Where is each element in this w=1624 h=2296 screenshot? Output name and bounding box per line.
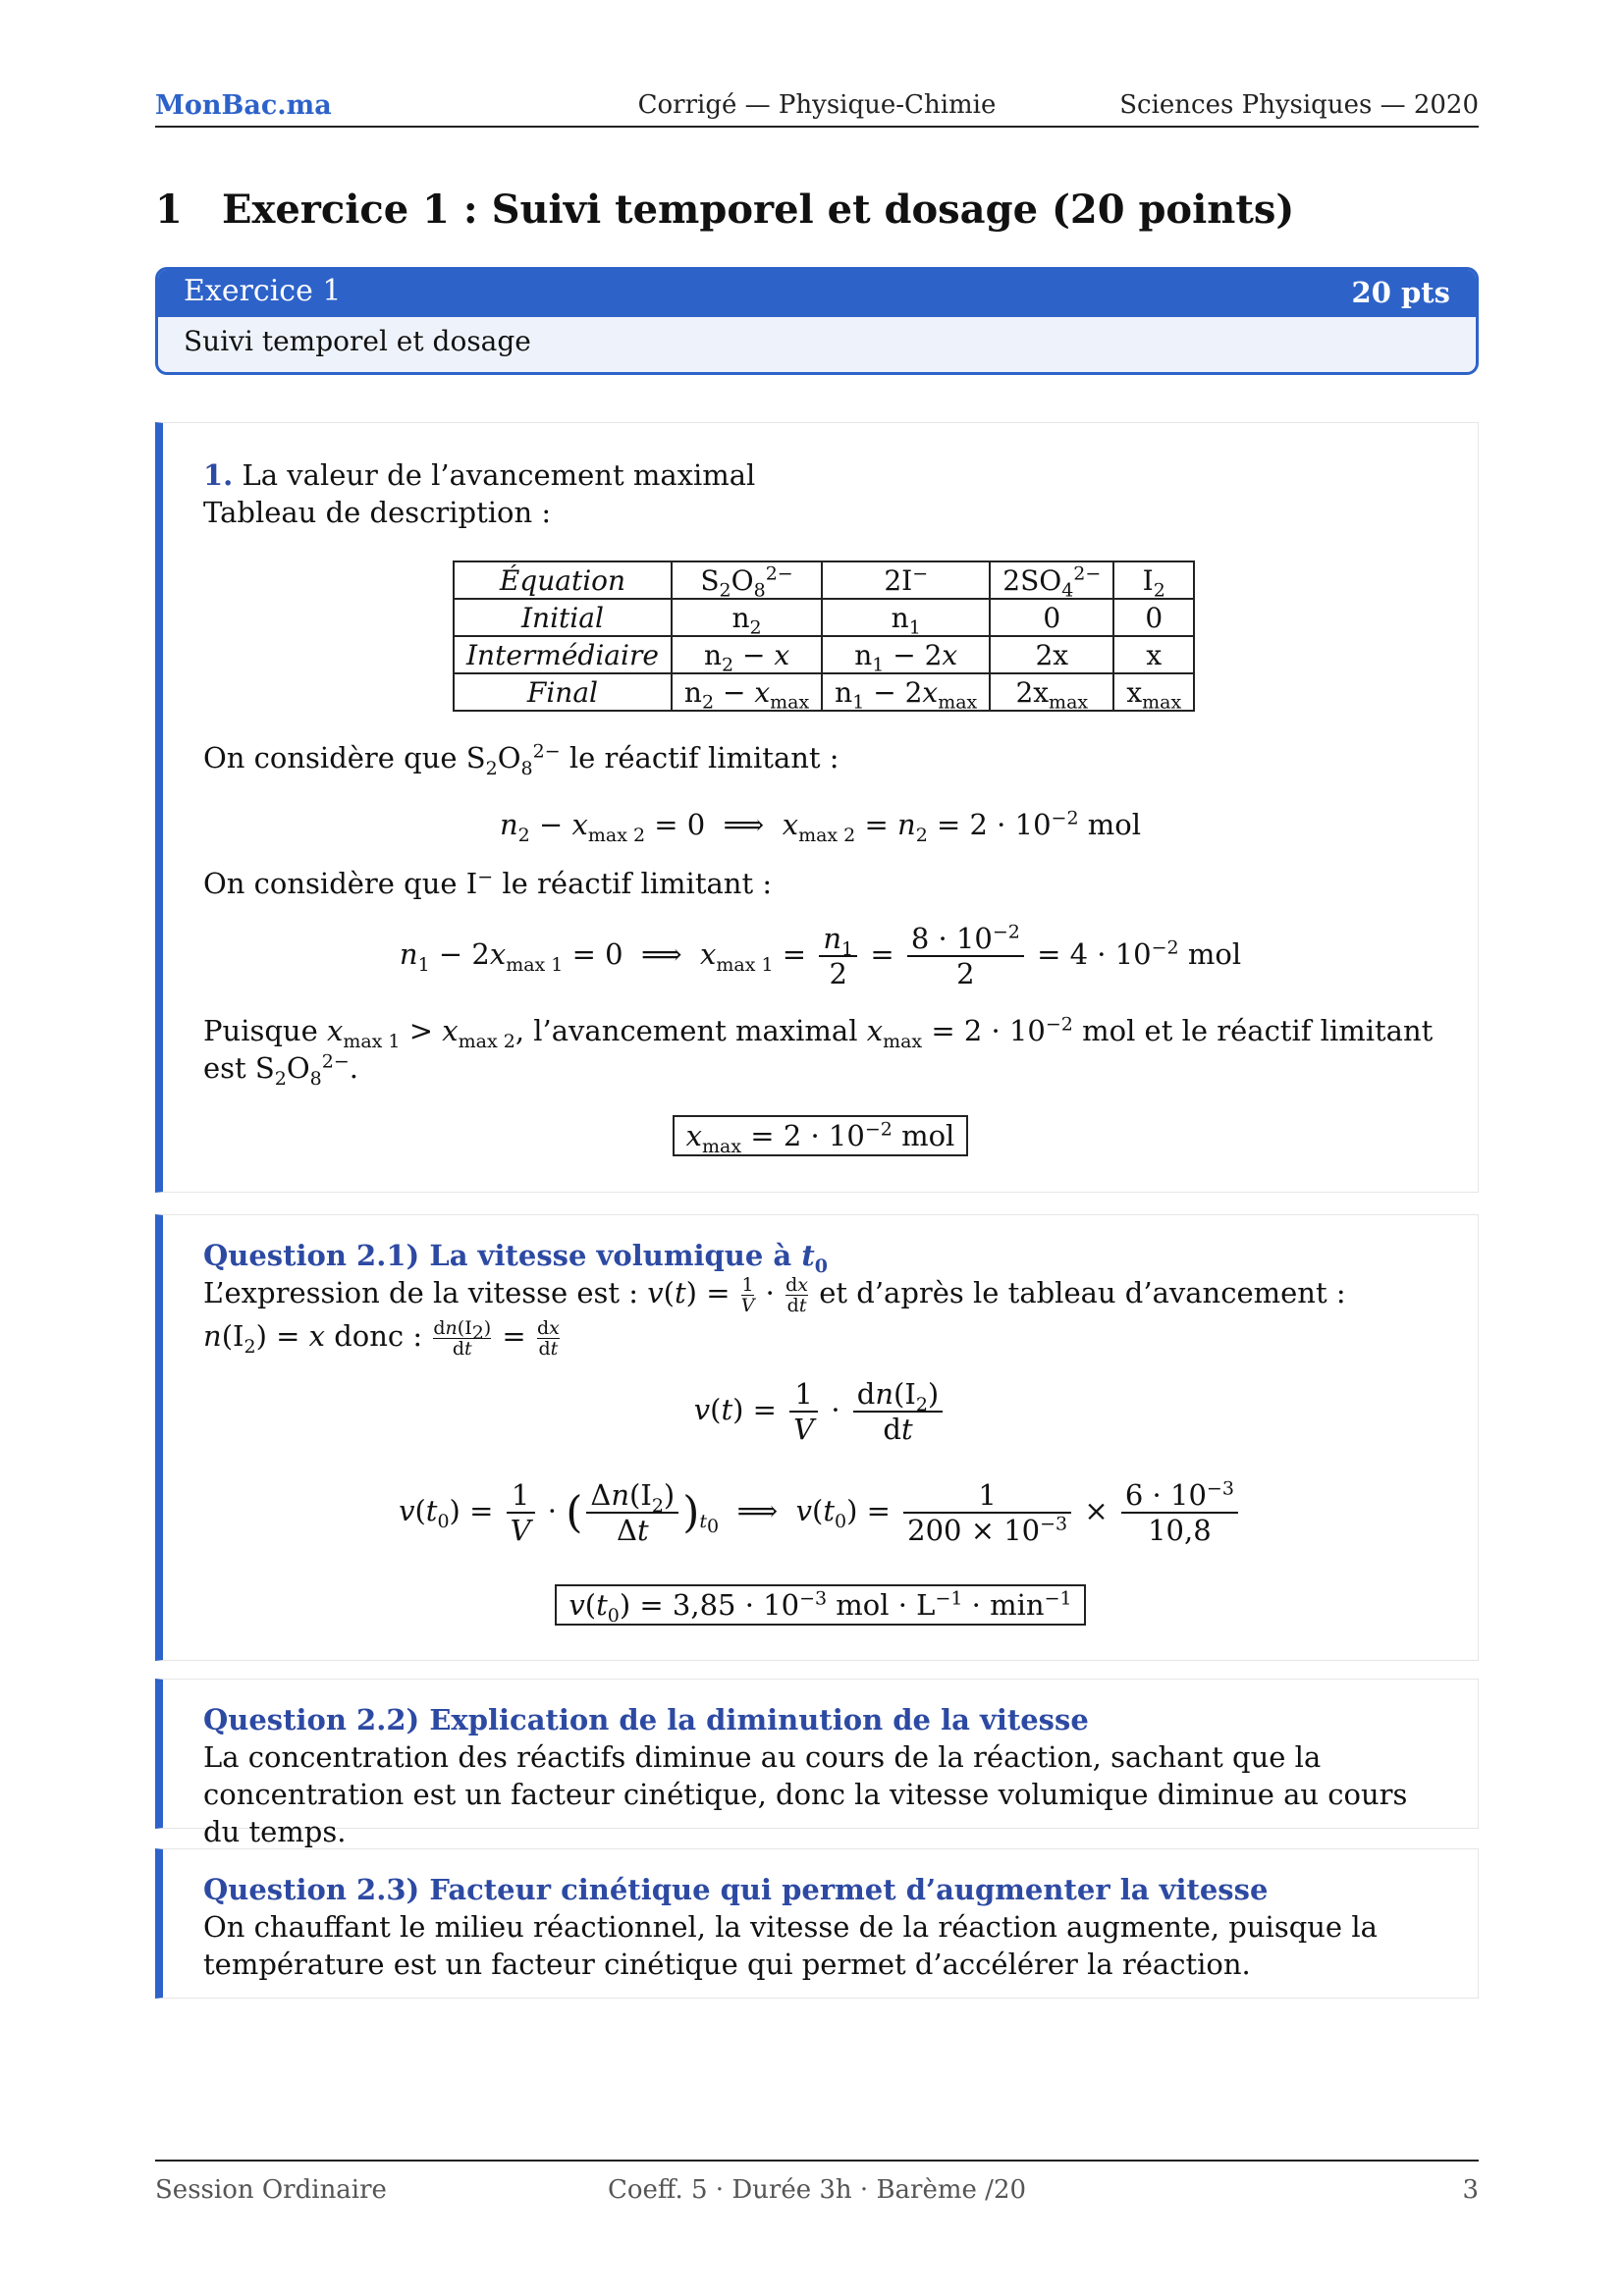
question-2-3-text: On chauffant le milieu réactionnel, la vitesse de la réaction augmente, puisque la température est un facteur cinétique qui permet d’accélérer la réaction.	[203, 1910, 1378, 1981]
table-cell: $I_2$	[1113, 561, 1194, 599]
table-cell: Initial	[454, 599, 672, 636]
question-2-1-text-2: $n(I_2) = x$ donc : $\frac{dn(I_2)}{dt}$ = $\frac{dx}{dt}$	[203, 1316, 560, 1360]
exercise-card-title: Exercice 1	[184, 274, 342, 308]
table-row	[454, 561, 1194, 599]
table-cell: 0	[1113, 599, 1194, 636]
result-xmax: $x_{max} = 2 \cdot 10^{-2}$ mol	[163, 1115, 1478, 1156]
section-title-text: Exercice 1 : Suivi temporel et dosage (20 points)	[222, 187, 1295, 233]
avancement-table	[453, 561, 1195, 712]
equation-v-t0: $v(t_0)$ = $\frac{1}{V}$ · ( $\frac{\Delta n(I_2)}{\Delta t}$ )$_{t_0}$ ⟹ $v(t_0)$ = $\frac{1}{200 \times 10^{-3}}$ × $\frac{6 \cdot 10^{-3}}{10,8}$	[163, 1478, 1478, 1547]
result-v-t0: $v(t_0) = 3,85 \cdot 10^{-3}$ mol · $L^{-1} \cdot \min^{-1}$	[163, 1584, 1478, 1626]
brand-link[interactable]: MonBac.ma	[155, 90, 332, 121]
table-row	[454, 636, 1194, 673]
table-cell: 0	[990, 599, 1113, 636]
table-intro: Tableau de description :	[203, 496, 552, 529]
question-2-1-title: Question 2.1) La vitesse volumique à $t_0$	[203, 1239, 828, 1277]
exercise-card-header	[158, 270, 1476, 317]
table-cell: $x_{max}$	[1113, 673, 1194, 711]
hypothesis-2: On considère que I− le réactif limitant :	[203, 866, 773, 900]
table-cell: $n_2 - x$	[672, 636, 822, 673]
table-row	[454, 599, 1194, 636]
table-cell: $n_2$	[672, 599, 822, 636]
table-cell: x	[1113, 636, 1194, 673]
question-1-heading	[203, 456, 1448, 494]
header-center: Corrigé — Physique-Chimie	[637, 90, 997, 120]
question-1-title: La valeur de l’avancement maximal	[242, 458, 756, 492]
table-cell: $n_1 - 2x_{max}$	[822, 673, 990, 711]
table-cell: $n_1 - 2x$	[822, 636, 990, 673]
question-2-2-title: Question 2.2) Explication de la diminution de la vitesse	[203, 1703, 1089, 1736]
table-cell: $2SO_4^{2-}$	[990, 561, 1113, 599]
table-cell: $n_1$	[822, 599, 990, 636]
equation-xmax2: $n_2 - x_{max 2} = 0$ ⟹ $x_{max 2} = n_2 = 2 \cdot 10^{-2}$ mol	[499, 807, 1141, 846]
question-2-3-block	[155, 1848, 1479, 1999]
equation-xmax1: $n_1 - 2x_{max 1} = 0$ ⟹ $x_{max 1}$ = $\frac{n_1}{2}$ = $\frac{8 \cdot 10^{-2}}{2}$ = $4 \cdot 10^{-2}$ mol	[399, 921, 1242, 990]
exercise-card-points: 20 pts	[1351, 276, 1450, 309]
table-cell: 2x	[990, 636, 1113, 673]
question-1-block	[155, 422, 1479, 1193]
header-right: Sciences Physiques — 2020	[1119, 90, 1479, 120]
table-row	[454, 673, 1194, 711]
hypothesis-1: On considère que $S_2O_8^{2-}$ le réactif limitant :	[203, 740, 839, 779]
table-cell: Intermédiaire	[454, 636, 672, 673]
conclusion-text: Puisque $x_{max 1} > x_{max 2}$, l’avancement maximal $x_{max} = 2 \cdot 10^{-2}$ mol et le réactif limitant est $S_2O_8^{2-}$.	[203, 1013, 1434, 1090]
exercise-card-subtitle: Suivi temporel et dosage	[184, 325, 531, 357]
page-header	[155, 90, 1479, 128]
table-cell: $S_2O_8^{2-}$	[672, 561, 822, 599]
exercise-card	[155, 267, 1479, 375]
table-cell: 2I−	[822, 561, 990, 599]
table-cell: $n_2 - x_{max}$	[672, 673, 822, 711]
footer-left: Session Ordinaire	[155, 2175, 387, 2205]
question-1-number: 1.	[203, 458, 234, 492]
table-cell: Équation	[454, 561, 672, 599]
question-2-1-text-1: L’expression de la vitesse est : v(t) = $\frac{1}{V}$ · $\frac{dx}{dt}$ et d’après le tableau d’avancement :	[203, 1273, 1346, 1316]
footer-center: Coeff. 5 · Durée 3h · Barème /20	[607, 2175, 1027, 2205]
section-number: 1	[155, 187, 183, 233]
question-2-2-block	[155, 1679, 1479, 1848]
table-cell: Final	[454, 673, 672, 711]
question-2-1-block	[155, 1214, 1479, 1661]
question-2-2-text: La concentration des réactifs diminue au cours de la réaction, sachant que la concentration est un facteur cinétique, donc la vitesse volumique diminue au cours du temps.	[203, 1740, 1408, 1848]
page-number: 3	[1462, 2175, 1479, 2205]
question-2-3-title: Question 2.3) Facteur cinétique qui permet d’augmenter la vitesse	[203, 1873, 1269, 1906]
page-footer	[155, 2160, 1479, 2211]
table-cell: $2x_{max}$	[990, 673, 1113, 711]
section-title	[155, 187, 1294, 233]
equation-v-t: v(t) = $\frac{1}{V}$ · $\frac{dn(I_2)}{dt}$	[163, 1377, 1478, 1446]
